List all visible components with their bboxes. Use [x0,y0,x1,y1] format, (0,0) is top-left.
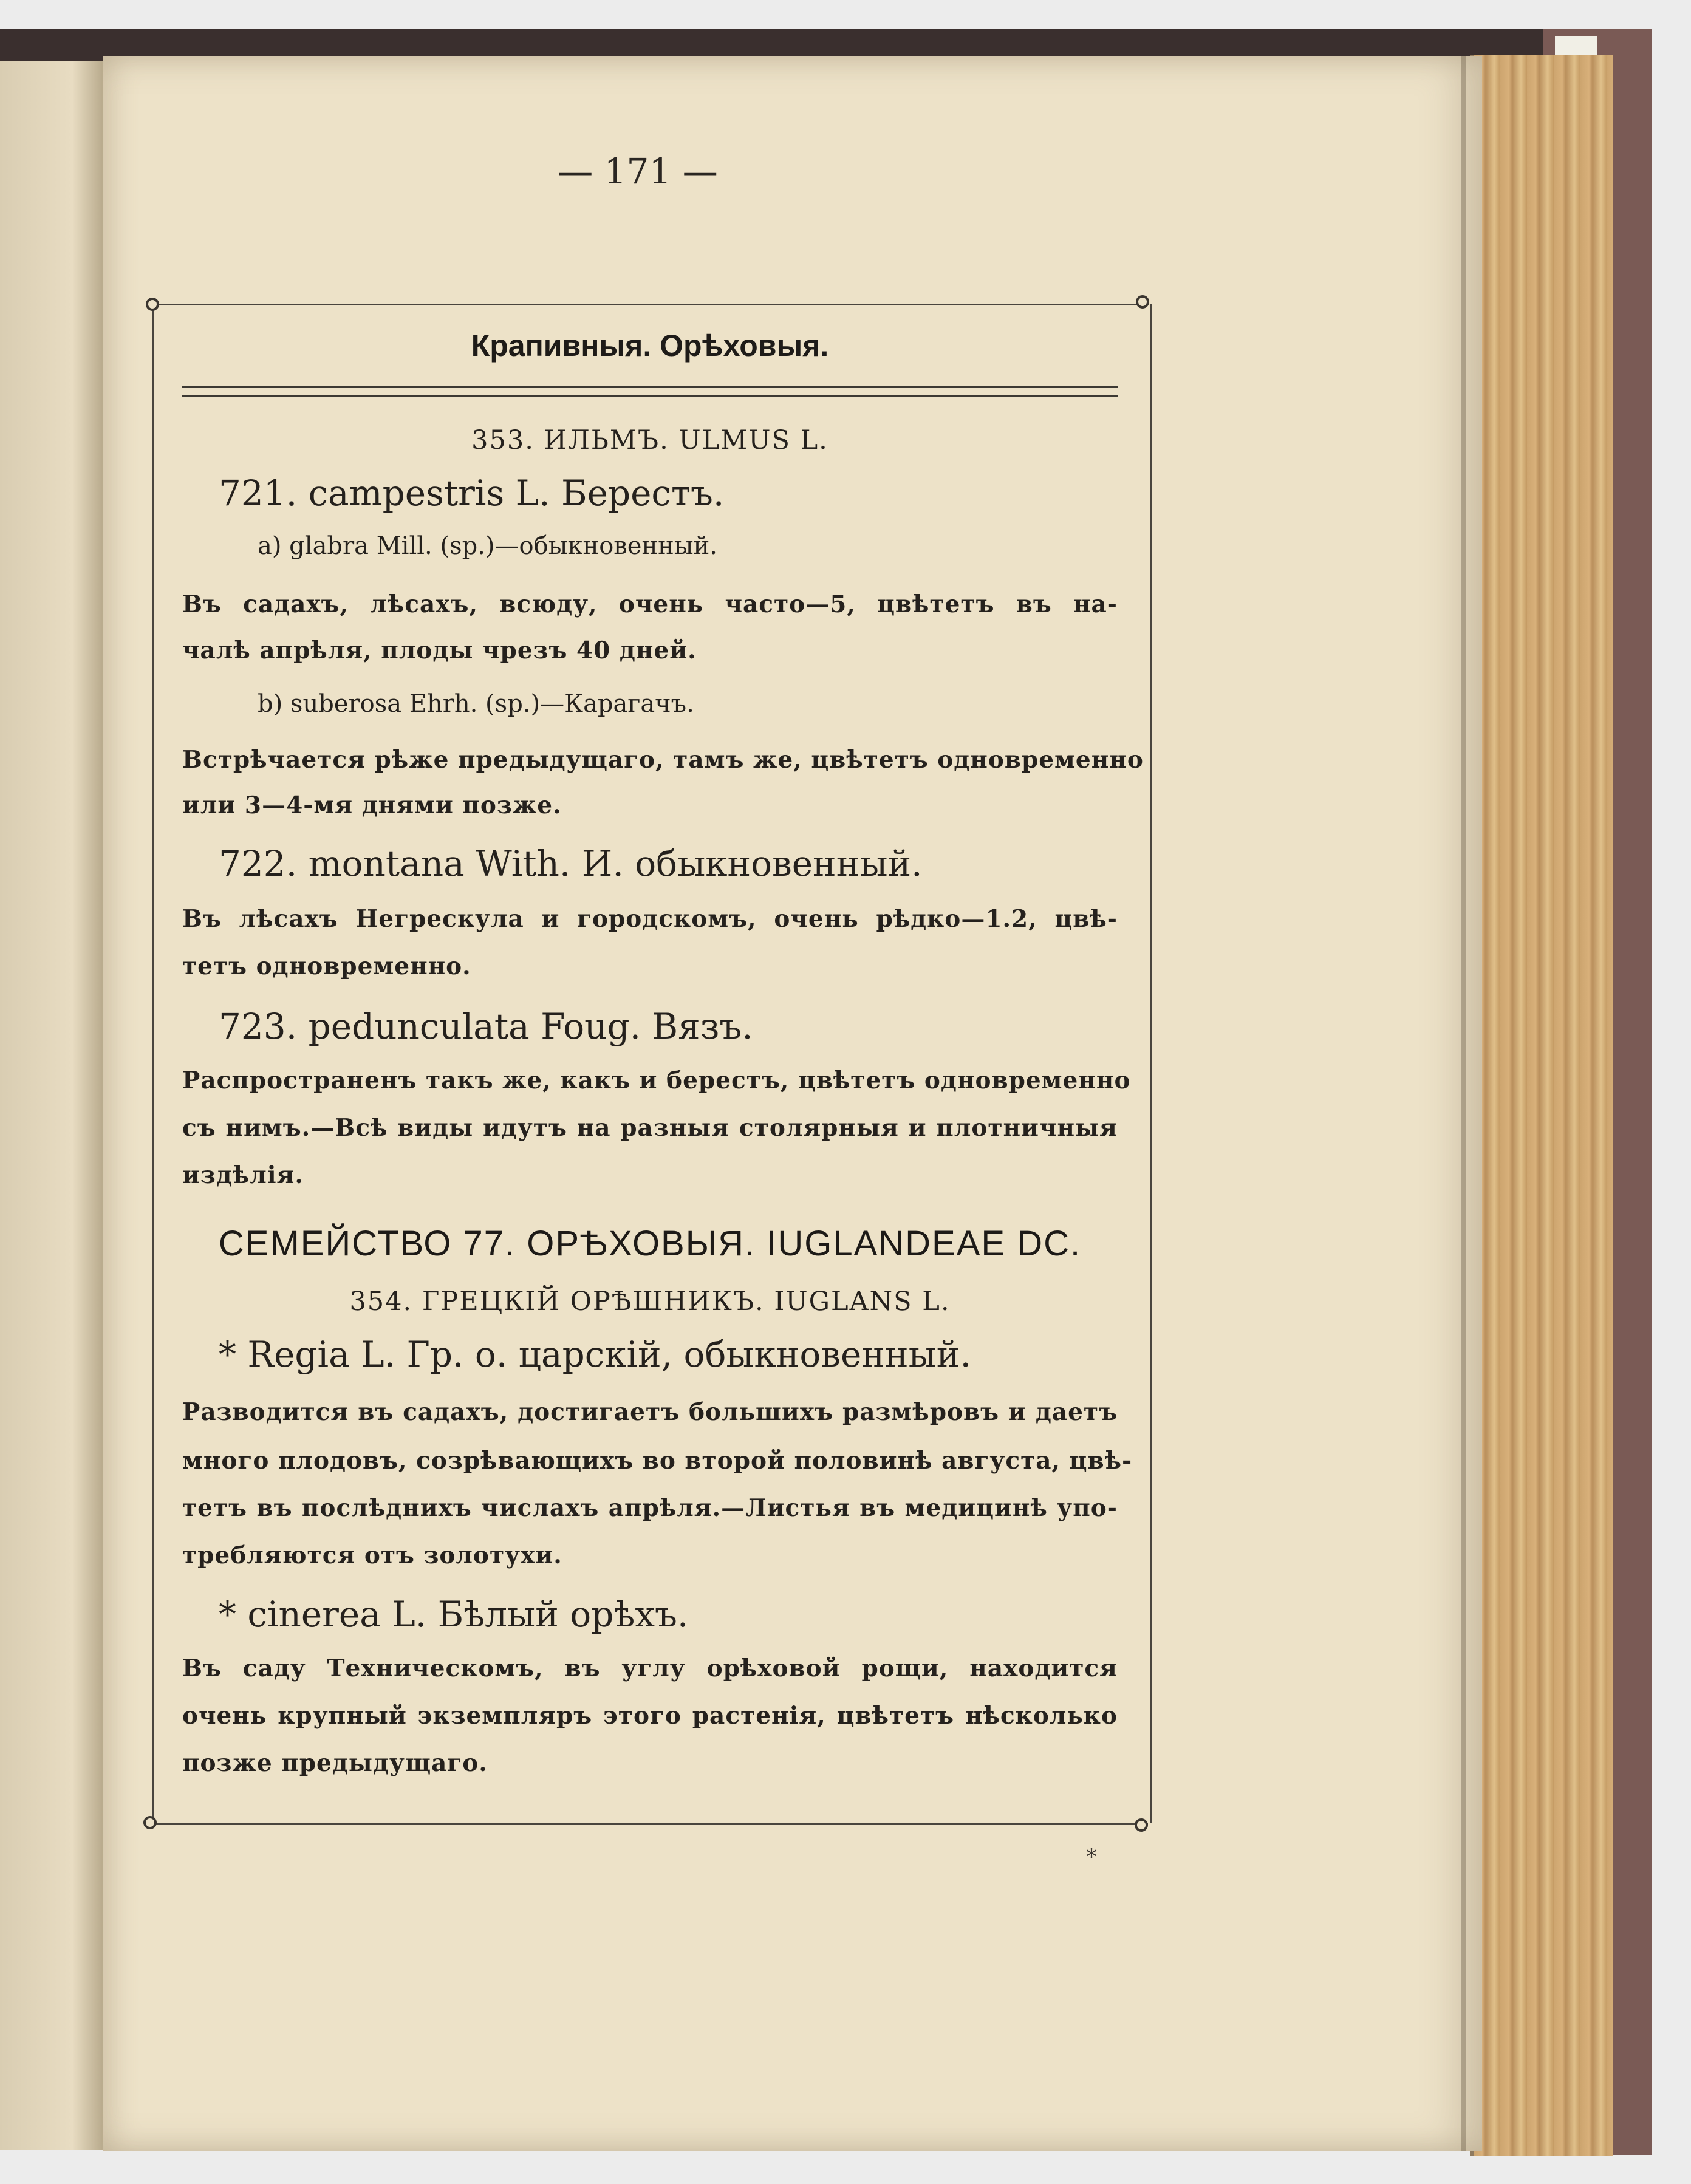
species-heading: 721. campestris L. Берестъ. [219,473,725,514]
species-heading: 722. montana With. И. обыкновенный. [219,843,923,884]
body-line: много плодовъ, созрѣвающихъ во второй половинѣ августа, цвѣ- [182,1447,1133,1475]
variety-heading: b) suberosa Ehrh. (sp.)—Карагачъ. [258,690,694,718]
body-line: или 3—4-мя днями позже. [182,791,562,819]
frame-corner-ornament [1135,1818,1148,1832]
body-line: съ нимъ.—Всѣ виды идутъ на разныя столярныя и плотничныя [182,1114,1118,1142]
left-page-edge [0,61,106,2150]
genus-heading: 354. ГРЕЦКІЙ ОРѢШНИКЪ. IUGLANS L. [349,1286,951,1317]
header-rule [182,386,1118,388]
species-heading: * Regia L. Гр. о. царскій, обыкновенный. [219,1334,971,1375]
species-heading: 723. pedunculata Foug. Вязъ. [219,1006,753,1047]
page-fold [1461,56,1466,2151]
header-rule [182,395,1118,397]
body-line: Распространенъ такъ же, какъ и берестъ, цвѣтетъ одновременно [182,1066,1131,1094]
body-line: требляются отъ золотухи. [182,1541,562,1569]
body-line: Встрѣчается рѣже предыдущаго, тамъ же, цвѣтетъ одновременно [182,746,1144,774]
frame-corner-ornament [143,1816,157,1829]
page-number: — 171 — [558,151,718,192]
body-line: очень крупный экземпляръ этого растенія, цвѣтетъ нѣсколько [182,1702,1118,1730]
body-line: чалѣ апрѣля, плоды чрезъ 40 дней. [182,636,697,664]
body-line: Разводится въ садахъ, достигаетъ большихъ размѣровъ и даетъ [182,1398,1118,1426]
page-edges [1470,55,1613,2156]
frame-top-line [152,304,1148,305]
body-line: Въ садахъ, лѣсахъ, всюду, очень часто—5, цвѣтетъ въ на- [182,590,1118,618]
body-line: издѣлія. [182,1161,304,1189]
body-line: Въ саду Техническомъ, въ углу орѣховой рощи, находится [182,1654,1118,1682]
family-heading: СЕМЕЙСТВО 77. ОРѢХОВЫЯ. IUGLANDEAE DC. [218,1224,1082,1263]
signature-mark: * [1086,1845,1097,1870]
species-heading: * cinerea L. Бѣлый орѣхъ. [219,1594,689,1635]
body-line: позже предыдущаго. [182,1749,488,1777]
variety-heading: a) glabra Mill. (sp.)—обыкновенный. [258,532,717,560]
body-line: тетъ въ послѣднихъ числахъ апрѣля.—Листья въ медицинѣ упо- [182,1494,1118,1522]
frame-corner-ornament [1136,295,1149,309]
running-header: Крапивныя. Орѣховыя. [471,329,829,363]
frame-corner-ornament [146,298,159,311]
body-line: тетъ одновременно. [182,952,471,980]
frame-bottom-line [152,1823,1148,1825]
body-line: Въ лѣсахъ Негрескула и городскомъ, очень рѣдко—1.2, цвѣ- [182,905,1118,933]
genus-heading: 353. ИЛЬМЪ. ULMUS L. [471,425,828,456]
